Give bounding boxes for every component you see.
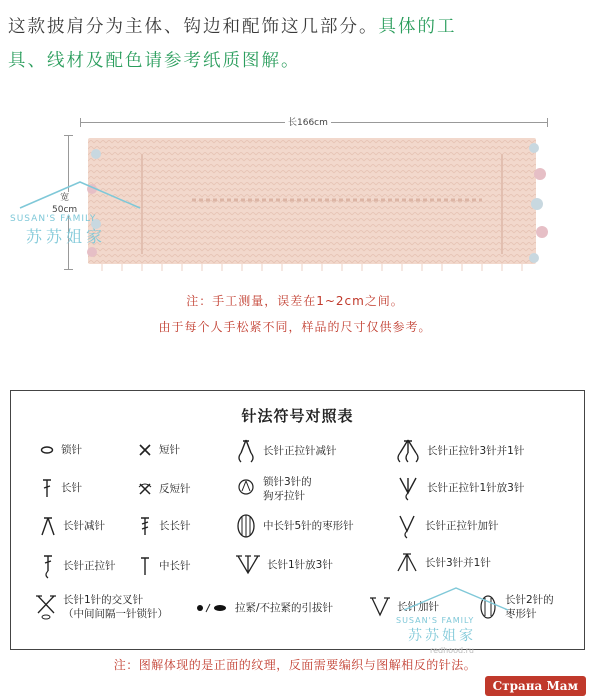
- front-post-dc-inc3-icon: [395, 475, 421, 501]
- house-roof-icon: [10, 180, 150, 210]
- brand-logo: Страна Мам: [485, 676, 586, 696]
- size-note: 由于每个人手松紧不同，样品的尺寸仅供参考。: [158, 320, 432, 334]
- front-post-dc-decrease-icon: [235, 437, 257, 465]
- watermark-logo: SUSAN'S FAMILY 苏苏姐家: [10, 180, 150, 247]
- legend-item: 长针减针: [39, 515, 105, 537]
- length-label: 长166cm: [285, 115, 331, 128]
- front-post-dc-icon: [39, 553, 57, 579]
- legend-item: 长长针: [137, 515, 191, 537]
- dc-increase-icon: [369, 595, 391, 619]
- legend-item: 中长针: [137, 555, 191, 577]
- width-label: 宽 50cm: [52, 193, 78, 215]
- legend-item: 锁针: [39, 443, 82, 457]
- legend-item: 长针1针的交叉针 （中间间隔一针锁针）: [35, 593, 168, 621]
- legend-item: 拉紧/不拉紧的引拔针: [195, 601, 333, 615]
- slip-stitch-icon: [195, 602, 229, 614]
- dc-inc3-icon: [235, 553, 261, 577]
- legend-item: 长针3针并1针: [395, 551, 491, 575]
- legend-item: 反短针: [137, 481, 191, 497]
- front-post-dc-3tog-icon: [395, 437, 421, 465]
- legend-item: 长针正拉针: [39, 553, 116, 579]
- dc-3tog-icon: [395, 551, 419, 575]
- shawl-photo: [82, 134, 552, 272]
- legend-item: 长针正拉针减针: [235, 437, 337, 465]
- watermark-logo-2: SUSAN'S FAMILY 苏苏姐家: [396, 586, 516, 645]
- hdc-5-bobble-icon: [235, 513, 257, 539]
- house-roof-icon: [396, 586, 516, 612]
- legend-item: 锁针3针的 狗牙拉针: [235, 475, 312, 503]
- legend-item: 长针正拉针1针放3针: [395, 475, 524, 501]
- front-post-dc-increase-icon: [395, 513, 419, 539]
- site-url: redhood.ru: [430, 646, 474, 655]
- legend-title: 针法符号对照表: [241, 407, 354, 425]
- legend-item: 长针1针放3针: [235, 553, 333, 577]
- intro-highlight-1: 具体的工: [378, 17, 457, 37]
- legend-item: 长针正拉针3针并1针: [395, 437, 524, 465]
- intro-main: 这款披肩分为主体、钩边和配饰这几部分。: [8, 17, 379, 37]
- legend-item: 长针加针: [369, 595, 439, 619]
- legend-item: 中长针5针的枣形针: [235, 513, 354, 539]
- legend-item: 长针: [39, 477, 82, 499]
- intro-highlight-2: 具、线材及配色请参考纸质图解。: [8, 51, 301, 71]
- picot-icon: [235, 477, 257, 501]
- bottom-note: 注：图解体现的是正面的纹理，反面需要编织与图解相反的针法。: [113, 658, 477, 672]
- treble-crochet-icon: [137, 515, 153, 537]
- double-crochet-icon: [39, 477, 55, 499]
- single-crochet-icon: [137, 443, 153, 457]
- chain-stitch-icon: [39, 443, 55, 457]
- half-double-crochet-icon: [137, 555, 153, 577]
- intro-text: [8, 10, 586, 78]
- crossed-dc-icon: [35, 593, 57, 621]
- reverse-sc-icon: [137, 481, 153, 497]
- legend-item: 长针2针的 枣形针: [477, 593, 554, 621]
- measure-note: 注：手工测量，误差在1~2cm之间。: [186, 294, 404, 308]
- dc-decrease-icon: [39, 515, 57, 537]
- legend-item: 长针正拉针加针: [395, 513, 499, 539]
- legend-item: 短针: [137, 443, 180, 457]
